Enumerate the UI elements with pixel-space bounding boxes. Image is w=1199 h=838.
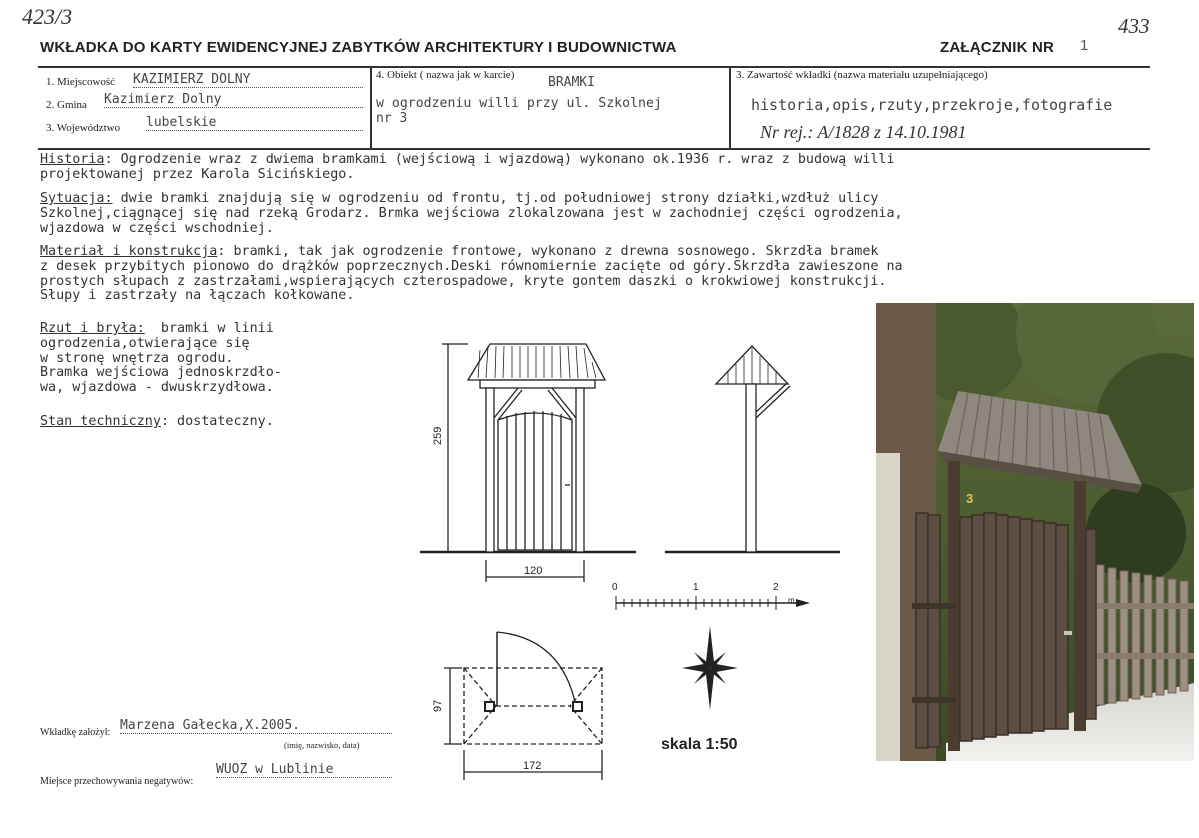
gmina-value: Kazimierz Dolny — [104, 92, 363, 108]
zawartosc-value: historia,opis,rzuty,przekroje,fotografie — [751, 96, 1113, 114]
stan-value: : dostateczny. — [160, 414, 274, 429]
table-bottom-border — [38, 148, 1150, 150]
front-post-right — [576, 388, 584, 552]
zalozyl-value: Marzena Gałecka,X.2005. — [120, 718, 392, 734]
material-line-2: z desek przybitych pionowo do drążków poprzecznych.Deski równomiernie zacięte od góry.Skrzdła zawieszone na — [40, 258, 903, 274]
table-divider-1 — [370, 66, 372, 148]
negatywy-label: Miejsce przechowywania negatywów: — [40, 776, 194, 787]
historia-line-1: : Ogrodzenie wraz z dwiema bramkami (wejściową i wjazdową) wykonano ok.1936 r. wraz z budową willi — [104, 152, 895, 167]
plan-depth-label: 97 — [432, 699, 444, 712]
scale-tick-1: 1 — [693, 582, 699, 593]
attachment-label: ZAŁĄCZNIK NR — [940, 39, 1055, 56]
scale-unit: m — [788, 596, 795, 605]
rzut-line-4: Bramka wejściowa jednoskrzdło- — [40, 365, 282, 381]
rzut-section — [40, 322, 282, 396]
scale-tick-2: 2 — [773, 582, 779, 593]
gate-photograph — [876, 303, 1194, 761]
sytuacja-section — [40, 192, 903, 236]
scale-arrow — [796, 599, 810, 607]
rzut-line-1: bramki w linii — [144, 321, 274, 336]
wojewodztwo-value: lubelskie — [146, 115, 363, 131]
height-dimension-label: 259 — [432, 426, 444, 445]
sytuacja-line-3: wjazdowa w części wschodniej. — [40, 220, 274, 236]
gate-leaf — [498, 411, 572, 550]
table-top-border — [38, 66, 1150, 68]
front-brace-left — [494, 388, 518, 418]
front-beam — [480, 380, 595, 388]
front-post-left — [486, 388, 494, 552]
house-number-plate: 3 — [966, 491, 974, 506]
negatywy-value: WUOZ w Lublinie — [216, 762, 392, 778]
historia-section — [40, 153, 895, 183]
zawartosc-label: 3. Zawartość wkładki (nazwa materiału uzupełniającego) — [736, 69, 988, 81]
material-label: Materiał i konstrukcja — [40, 244, 218, 259]
obiekt-value-line2: w ogrodzeniu willi przy ul. Szkolnej — [376, 96, 662, 111]
material-section — [40, 245, 903, 304]
rzut-label: Rzut i bryła: — [40, 321, 145, 336]
miejscowosc-label: 1. Miejscowość — [46, 76, 116, 88]
material-line-3: prostych słupach z zastrzałami,wspierających czterospadowe, kryte gontem daszki o krokwiowej konstrukcji. — [40, 273, 887, 289]
document-title: WKŁADKA DO KARTY EWIDENCYJNEJ ZABYTKÓW ARCHITEKTURY I BUDOWNICTWA — [40, 39, 677, 56]
handwritten-page-number: 433 — [1118, 14, 1150, 38]
front-brace-right — [552, 388, 576, 418]
material-line-1: : bramki, tak jak ogrodzenie frontowe, wykonano z drewna sosnowego. Skrzdła bramek — [217, 244, 879, 259]
compass-rose-icon — [682, 626, 738, 710]
rzut-line-2: ogrodzenia,otwierające się — [40, 335, 250, 351]
attachment-number: 1 — [1080, 37, 1089, 54]
material-line-4: Słupy i zastrzały na łączach kołkowane. — [40, 288, 355, 304]
scale-bar-ticks — [616, 596, 776, 610]
plan-swing-arc — [497, 632, 575, 702]
wojewodztwo-label: 3. Województwo — [46, 122, 121, 134]
historia-line-2: projektowanej przez Karola Sicińskiego. — [40, 166, 355, 182]
miejscowosc-value: KAZIMIERZ DOLNY — [133, 72, 363, 88]
obiekt-label: 4. Obiekt ( nazwa jak w karcie) — [376, 69, 515, 81]
stan-section — [40, 415, 274, 430]
side-brace — [756, 384, 786, 412]
width-dimension-label: 120 — [524, 565, 543, 577]
rzut-line-3: w stronę wnętrza ogrodu. — [40, 350, 234, 366]
registry-handwritten: Nr rej.: A/1828 z 14.10.1981 — [760, 122, 967, 142]
scale-tick-0: 0 — [612, 582, 618, 593]
scale-label: skala 1:50 — [661, 736, 738, 753]
sytuacja-label: Sytuacja: — [40, 191, 113, 206]
zalozyl-label: Wkładkę założył: — [40, 727, 111, 738]
gate-photo-illustration — [876, 303, 1194, 761]
gmina-label: 2. Gmina — [46, 99, 87, 111]
technical-drawing — [400, 320, 860, 780]
side-post — [746, 384, 756, 552]
table-divider-2 — [729, 66, 731, 148]
sytuacja-line-2: Szkolnej,ciągnącej się nad rzeką Grodarz. Brmka wejściowa zlokalzowana jest w zachodniej części ogrodzenia, — [40, 205, 903, 221]
handwritten-catalog-number: 423/3 — [22, 4, 73, 29]
sytuacja-line-1: dwie bramki znajdują się w ogrodzeniu od frontu, tj.od południowej strony działki,wzdłuż ulicy — [112, 191, 879, 206]
zalozyl-hint: (imię, nazwisko, data) — [284, 740, 360, 750]
plan-post-right — [573, 702, 582, 711]
historia-label: Historia — [40, 152, 105, 167]
rzut-line-5: wa, wjazdowa - dwuskrzydłowa. — [40, 380, 274, 396]
obiekt-value-line3: nr 3 — [376, 111, 408, 126]
plan-width-label: 172 — [523, 760, 542, 772]
stan-label: Stan techniczny — [40, 414, 161, 429]
obiekt-value-name: BRAMKI — [548, 75, 595, 90]
